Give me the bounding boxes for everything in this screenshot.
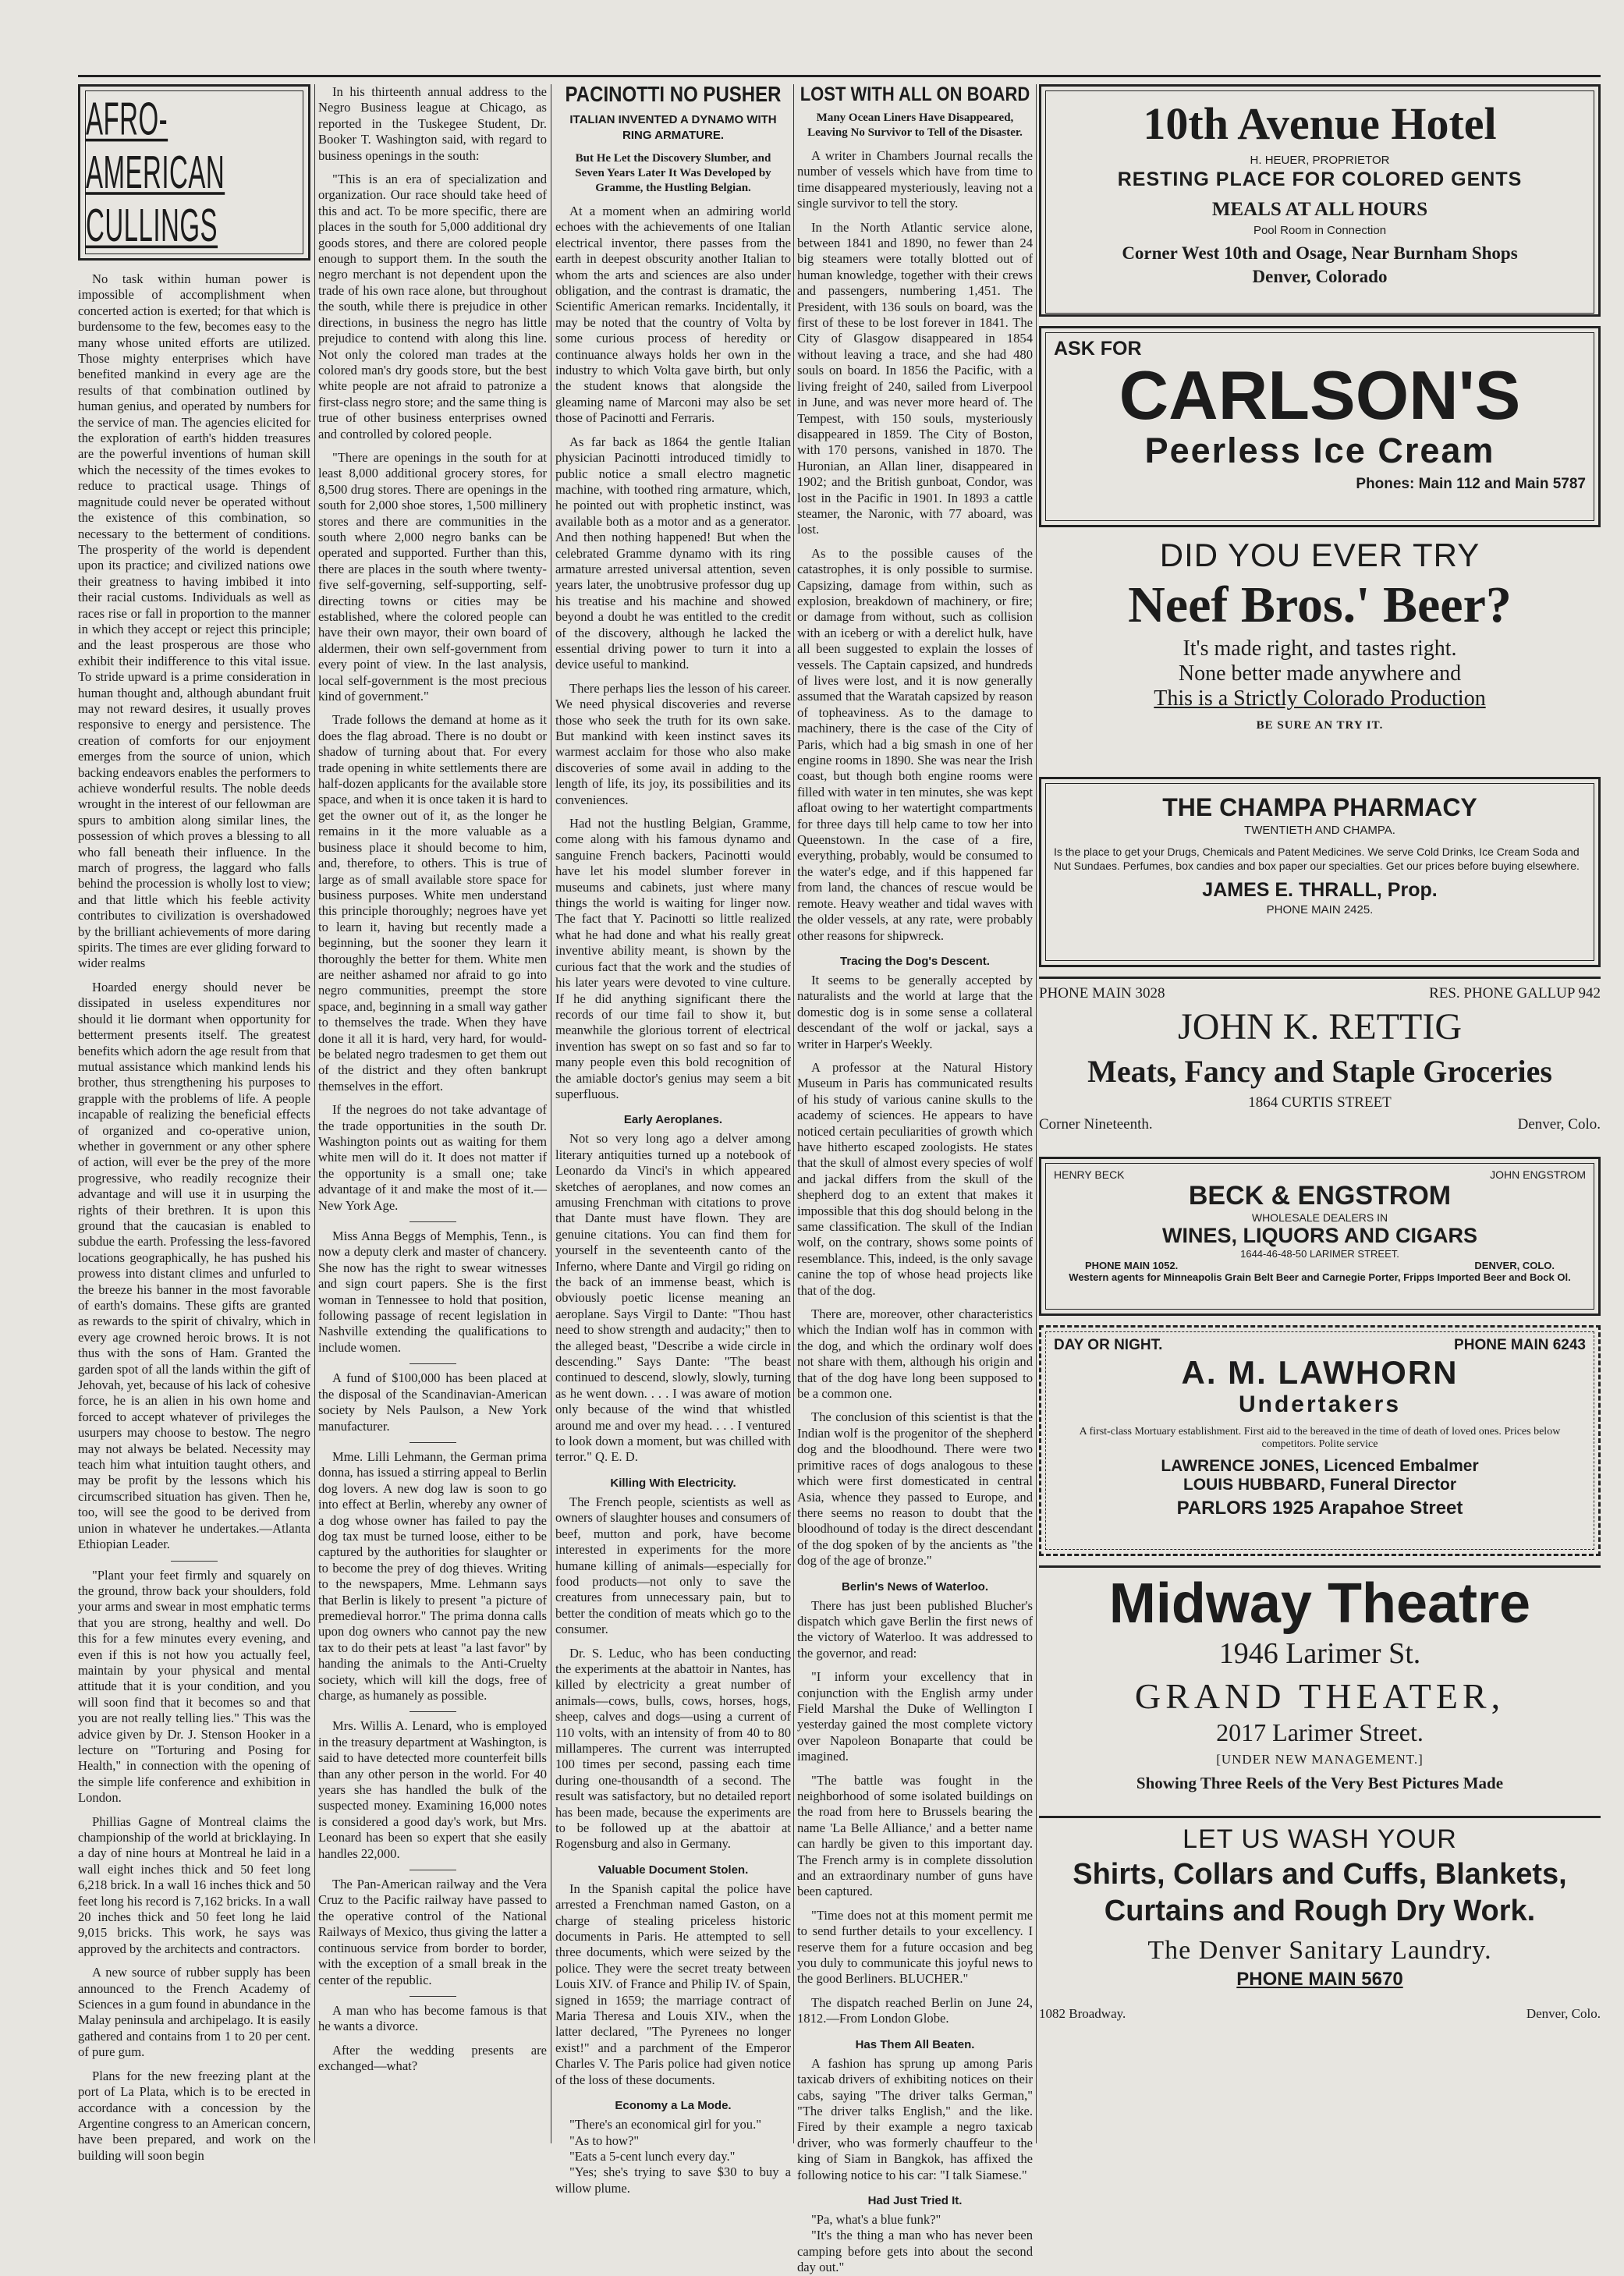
article-paragraph: As to the possible causes of the catastrophes, it is only possible to surmise. Capsizing, damage from within, such as explosion, breakdown of machinery, or fire; or damage from without, such as collision with an iceberg or with a derelict hulk, have all been suggested to explain the losses of vessels. The Captain capsized, and hundreds of lives were lost, and it is now generally assumed that the Waratah capsized by reason of topheaviness. As to the damage to machinery, there is the case of the City of Paris, which had a big smash in one of her engine rooms in 1890. She was near the Irish coast, but though both engine rooms were filled with water in ten minutes, she was kept afloat owing to her watertight compartments for three days till help came to tow her into Queenstown. In the case of a fire, everything, probably, would be consumed to the water's edge, and if this happened far from land, the chances of rescue would be remote. Heavy weather and tidal waves with the older vessels, at any rate, were probably other reasons for shipwreck. bbox=[797, 545, 1033, 943]
article-paragraph: There perhaps lies the lesson of his career. We need physical discoveries and reverse those who seek the truth for its own sake. But mankind with keen instinct saves its warmest acclaim for those who also make discoveries of some avail in adding to the length of life, its joy, its possibilities and its conveniences. bbox=[555, 680, 791, 807]
article-line: "Yes; she's trying to save $30 to buy a willow plume. bbox=[555, 2164, 791, 2196]
article-paragraph: "It's the thing a man who has never been camping before gets into about the second day out." bbox=[797, 2228, 1033, 2275]
laundry-line-2: Shirts, Collars and Cuffs, Blankets, bbox=[1073, 1858, 1567, 1891]
article-paragraph: There has just been published Blucher's dispatch which gave Berlin the first news of the victory of Waterloo. It was addressed to the governor, and read: bbox=[797, 1597, 1033, 1661]
carlson-product: Peerless Ice Cream bbox=[1144, 431, 1495, 470]
cullings-headline-box bbox=[78, 84, 310, 261]
article-line: "As to how?" bbox=[569, 2132, 640, 2148]
neef-question: DID YOU EVER TRY bbox=[1159, 537, 1480, 573]
beck-name: BECK & ENGSTROM bbox=[1188, 1181, 1452, 1211]
champa-owner: JAMES E. THRALL, Prop. bbox=[1202, 879, 1438, 901]
article-paragraph: "The battle was fought in the neighborhood of some isolated buildings on the road from here to Brussels bearing the name 'La Belle Alliance,' and a better name can hardly be given to this important day. The French army is in complete dissolution and an extraordinary number of guns have been captured. bbox=[797, 1772, 1033, 1899]
lawhorn-director: LOUIS HUBBARD, Funeral Director bbox=[1183, 1476, 1457, 1494]
midway-address: 1946 Larimer St. bbox=[1218, 1637, 1421, 1670]
section-title: Had Just Tried It. bbox=[867, 2193, 963, 2207]
rettig-ad bbox=[1039, 977, 1601, 1147]
rettig-corner: Corner Nineteenth. bbox=[1039, 1116, 1153, 1133]
lawhorn-embalmer: LAWRENCE JONES, Licenced Embalmer bbox=[1161, 1457, 1479, 1475]
article-line: "There's an economical girl for you." bbox=[569, 2117, 761, 2132]
lawhorn-name: A. M. LAWHORN bbox=[1181, 1354, 1459, 1391]
hotel-proprietor: H. HEUER, PROPRIETOR bbox=[1250, 154, 1390, 167]
beck-desc: WHOLESALE DEALERS IN bbox=[1251, 1211, 1388, 1224]
hotel-city: Denver, Colorado bbox=[1252, 267, 1388, 286]
beck-city: DENVER, COLO. bbox=[1474, 1260, 1555, 1271]
article-paragraph: A writer in Chambers Journal recalls the number of vessels which have from time to time disappeared mysteriously, leaving not a single survivor to tell the story. bbox=[797, 148, 1033, 211]
champa-ad bbox=[1039, 777, 1601, 967]
article-paragraph: As far back as 1864 the gentle Italian physician Pacinotti introduced timidly to public notice a small electro magnetic machine, with toothed ring armature, which, he pointed out with prophetic instinct, was available both as a motor and as a generator. And then nothing happened! But when the celebrated Gramme dynamo with its ring armature arrested universal attention, seven years later, the unobtrusive professor dug up his treatise and his machine and showed beyond a doubt he was entitled to the credit of the discovery, although he lacked the essential driving power to turn it into a device useful to mankind. bbox=[555, 434, 791, 672]
rettig-business: Meats, Fancy and Staple Groceries bbox=[1087, 1054, 1552, 1089]
rettig-phone-right: RES. PHONE GALLUP 942 bbox=[1429, 985, 1601, 1002]
neef-line-4: BE SURE AN TRY IT. bbox=[1256, 719, 1384, 732]
cullings-headline: AFRO-AMERICAN CULLINGS bbox=[86, 92, 225, 251]
article-paragraph: A professor at the Natural History Museum in Paris has communicated results of his study of various canine skulls to the academy of sciences. He appears to have noticed certain peculiarities of growth which have hitherto escaped zoologists. He states that the skull of almost every species of wolf and jackal differs from the skull of the shepherd dog to an extent that makes it impossible that this dog should belong in the same classification. The skull of the Indian wolf, on the contrary, shows some points of resemblance. This, indeed, is the only savage canine the top of whose head projects like that of the dog. bbox=[797, 1059, 1033, 1298]
article-paragraph: The Pan-American railway and the Vera Cruz to the Pacific railway have passed to the operative control of the National Railways of Mexico, thus giving the latter a continuous service from border to border, with the exception of a small break in the center of the republic. bbox=[318, 1877, 547, 1987]
lost-deck: Many Ocean Liners Have Disappeared, Leaving No Survivor to Tell of the Disaster. bbox=[807, 112, 1023, 139]
section-title: Early Aeroplanes. bbox=[623, 1113, 723, 1127]
beck-phone: PHONE MAIN 1052. bbox=[1085, 1260, 1179, 1271]
column-2 bbox=[318, 84, 547, 2143]
section-title: Economy a La Mode. bbox=[615, 2099, 732, 2113]
champa-description: Is the place to get your Drugs, Chemicals and Patent Medicines. We serve Cold Drinks, Ice Cream Soda and Nut Sundaes. Perfumes, box candies and box paper our specialties. Get our prices before buying elsewhere. bbox=[1054, 846, 1580, 872]
beck-right: JOHN ENGSTROM bbox=[1490, 1168, 1586, 1181]
hotel-name: 10th Avenue Hotel bbox=[1143, 98, 1497, 149]
lawhorn-desc: A first-class Mortuary establishment. First aid to the bereaved in the time of death of loved ones. Prices below competitors. Polite service bbox=[1079, 1426, 1561, 1450]
neef-line-1: It's made right, and tastes right. bbox=[1183, 636, 1457, 661]
carlson-phones: Phones: Main 112 and Main 5787 bbox=[1356, 476, 1586, 492]
beck-left: HENRY BECK bbox=[1054, 1168, 1125, 1181]
article-paragraph: Mrs. Willis A. Lenard, who is employed in the treasury department at Washington, is said to have detected more counterfeit bills than any other person in the world. For 40 years she has handled the bulk of the suspected money. Examining 16,000 notes is considered a good day's work, but Mrs. Leonard has been so expert that she easily handles 22,000. bbox=[318, 1718, 547, 1861]
ads-column bbox=[1039, 84, 1601, 2143]
column-1 bbox=[78, 84, 310, 2163]
article-paragraph: Miss Anna Beggs of Memphis, Tenn., is now a deputy clerk and master of chancery. She now has the right to swear witnesses and sign court papers. She is the first woman in Tennessee to hold that position, following passage of recent legislation in Nashville extending the qualifications to include women. bbox=[318, 1228, 547, 1355]
laundry-ad bbox=[1039, 1816, 1601, 2058]
champa-phone: PHONE MAIN 2425. bbox=[1266, 903, 1374, 916]
laundry-line-3: Curtains and Rough Dry Work. bbox=[1104, 1895, 1536, 1927]
champa-location: TWENTIETH AND CHAMPA. bbox=[1244, 824, 1395, 837]
article-paragraph: A new source of rubber supply has been announced to the French Academy of Sciences in a gum found in abundance in the Malay peninsula and archipelago. It is easily gathered and contains from 1 to 20 per cent. of pure gum. bbox=[78, 1965, 310, 2060]
article-paragraph: In the North Atlantic service alone, between 1841 and 1890, no fewer than 24 big steamers were totally blotted out of human knowledge, together with their crews and passengers, numbering 1,451. The President, with 136 souls on board, was the first of these to be lost forever in 1841. The City of Glasgow disappeared in 1854 without leaving a trace, and she had 480 souls on board. In 1856 the Pacific, with a living freight of 240, sailed from Liverpool in June, and was never more heard of. The Tempest, with 150 souls, mysteriously disappeared in 1859. The City of Boston, with 170 persons, vanished in 1870. The Huronian, an Allan liner, disappeared in 1902; and the British gunboat, Condor, was lost in the Pacific in 1901. In 1893 a cattle steamer, the Naronic, with 77 aboard, was lost. bbox=[797, 219, 1033, 537]
article-paragraph: "This is an era of specialization and organization. Our race should take heed of this and act. To be more specific, there are places in the south for 5,000 additional dry goods stores, and there are colored people enough to support them. In the south the negro merchant is not dependent upon the trade of his own race alone, but throughout the south, while there is prejudice in other directions, in business the negro has little prejudice to contend with along this line. Not only the colored man trades at the colored man's dry goods store, but the best white people are not afraid to patronize a first-class negro store; and the same thing is true of other business enterprises owned and controlled by colored people. bbox=[318, 172, 547, 441]
midway-ad bbox=[1039, 1565, 1601, 1806]
article-paragraph: Phillias Gagne of Montreal claims the championship of the world at bricklaying. In a day of nine hours at Montreal he laid in a wall eight inches thick and 50 feet long 6,218 brick. In a wall 16 inches thick and 50 feet long his record is 7,162 bricks. In a wall 20 inches thick and 50 feet long he laid 9,015 bricks. This work, he says was approved by the architects and contractors. bbox=[78, 1813, 310, 1956]
neef-line-3: This is a Strictly Colorado Production bbox=[1154, 686, 1486, 711]
hotel-meals: MEALS AT ALL HOURS bbox=[1211, 199, 1428, 220]
article-paragraph: A fund of $100,000 has been placed at the disposal of the Scandinavian-American society by Nels Paulson, a New York manufacturer. bbox=[318, 1370, 547, 1434]
page-top-rule bbox=[78, 75, 1601, 77]
hotel-address: Corner West 10th and Osage, Near Burnham Shops bbox=[1122, 243, 1518, 263]
grand-theater: GRAND THEATER, bbox=[1134, 1676, 1505, 1716]
carlson-name: CARLSON'S bbox=[1119, 356, 1521, 434]
article-paragraph: Mme. Lilli Lehmann, the German prima donna, has issued a stirring appeal to Berlin dog lovers. A new dog law is soon to go into effect at Berlin, whereby any owner of a dog whose owner has failed to pay the dog tax must be turned loose, either to be captured by the authorities for slaughter or to become the prey of dog thieves. Writing to the newspapers, Mme. Lehmann says that Berlin is likely to present "a picture of premedieval horror." The prima donna calls upon dog owners who cannot pay the new tax to do their pets at least "a last favor" by handing the animals to the Anti-Cruelty society, which will kill the dogs, free of charge, as humanely as possible. bbox=[318, 1448, 547, 1703]
article-paragraph: In the Spanish capital the police have arrested a Frenchman named Gaston, on a charge of stealing priceless historic documents in Paris. He attempted to sell three documents, which were seized by the police. They were the secret treaty between Louis XIV. of France and Philip IV. of Spain, signed in 1659; the marriage contract of Maria Theresa and Louis XIV., when the latter declared, "The Pyrenees no longer exist!" and a parchment of the Emperor Charles V. The Paris police had given notice of the loss of these documents. bbox=[555, 1881, 791, 2087]
article-paragraph: In his thirteenth annual address to the Negro Business league at Chicago, as reported in the Tuskegee Student, Dr. Booker T. Washington said, with regard to business openings in the south: bbox=[318, 84, 547, 163]
beck-ad bbox=[1039, 1157, 1601, 1316]
section-title: Berlin's News of Waterloo. bbox=[841, 1579, 989, 1594]
section-title: Valuable Document Stolen. bbox=[597, 1863, 749, 1877]
neef-name: Neef Bros.' Beer? bbox=[1128, 576, 1512, 633]
article-paragraph: "Time does not at this moment permit me to send further details to your excellency. I reserve them for a future occasion and beg you duly to communicate this joyful news to the good Berliners. BLUCHER." bbox=[797, 1907, 1033, 1987]
rettig-city: Denver, Colo. bbox=[1517, 1116, 1601, 1133]
article-paragraph: Not so very long ago a delver among literary antiquities turned up a notebook of Leonardo da Vinci's in which appeared sketches of aeroplanes, and now comes an amusing Frenchman with citations to prove that Dante must have flown. They are genuine citations. You can find them for yourself in the seventeenth canto of the Inferno, where Dante and Virgil go riding on the back of an immense beast, which is obviously poetic license meaning an aeroplane. Says Virgil to Dante: "Thou hast need to show strength and audacity;" then to the alleged beast, "Describe a wide circle in descending." Says Dante: "The beast continued to descend, slowly, slowly, turning as he went down. . . . I was aware of motion only because of the wind that whistled around me and over my head. . . . I ventured to look down a moment, but was chilled with terror." Q. E. D. bbox=[555, 1131, 791, 1465]
beck-agents: Western agents for Minneapolis Grain Belt Beer and Carnegie Porter, Fripps Imported Beer and Bock Ol. bbox=[1069, 1271, 1571, 1283]
neef-ad bbox=[1039, 537, 1601, 768]
laundry-address: 1082 Broadway. bbox=[1039, 2006, 1126, 2021]
midway-management: [UNDER NEW MANAGEMENT.] bbox=[1216, 1752, 1424, 1767]
column-4 bbox=[797, 83, 1033, 2275]
section-title: Has Them All Beaten. bbox=[855, 2037, 975, 2051]
article-paragraph: A man who has become famous is that he wants a divorce. bbox=[318, 2002, 547, 2034]
lawhorn-right: PHONE MAIN 6243 bbox=[1454, 1337, 1586, 1353]
rettig-name: JOHN K. RETTIG bbox=[1178, 1006, 1462, 1048]
article-line: "Eats a 5-cent lunch every day." bbox=[569, 2148, 736, 2164]
article-paragraph: At a moment when an admiring world echoes with the achievements of one Italian electrical inventor, there passes from the earth in deepest obscurity another Italian to whom the arts and sciences are also under obligation, and the contrast is dramatic, the Scientific American remarks. Incidentally, it may be noted that the country of Volta by some curious process of heredity or continuance always holds her own in the industry to which Volta gave birth, but only the student knows that alongside the gleaming name of Marconi may also be set those of Pacinotti and Ferraris. bbox=[555, 204, 791, 426]
laundry-phone: PHONE MAIN 5670 bbox=[1236, 1969, 1403, 1990]
article-paragraph: Trade follows the demand at home as it does the flag abroad. There is no doubt or shadow of turning about that. For every trade opening in white settlements there are half-dozen applicants for the available store space, and when it is once taken it is hard to get the owner out of it, as the longer he remains in it the more valuable as a business place it should become to him, and, therefore, to others. This is true of large as of small available store space for business purposes. White men understand this principle thoroughly; negroes have yet to learn it, having but recently made a beginning, but the sooner they learn it thoroughly the better for them. White men are neither ashamed nor afraid to go into negro communities, preempt the store space, and, beginning in a small way gather to themselves the trade. When they have done it all it is hard, very hard, for would-be belated negro tradesmen to get them out of the district and they often bankrupt themselves in the effort. bbox=[318, 712, 547, 1094]
article-paragraph: The dispatch reached Berlin on June 24, 1812.—From London Globe. bbox=[797, 1994, 1033, 2026]
midway-name: Midway Theatre bbox=[1108, 1572, 1531, 1635]
article-paragraph: "Plant your feet firmly and squarely on the ground, throw back your shoulders, fold your arms and swear in most emphatic terms that you are strong, healthy and well. Do this for a few minutes every evening, and even if this is not how you actually feel, maintain by your physical and mental attitude that it is your condition, and you will soon find that it becomes so and that you are not really telling lies." This was the advice given by Dr. J. Stenson Hooker in a lecture on "Torturing and Posing for Health," in connection with the opening of the simple life conference and exhibition in London. bbox=[78, 1567, 310, 1806]
hotel-pool: Pool Room in Connection bbox=[1253, 224, 1387, 237]
lawhorn-parlors: PARLORS 1925 Arapahoe Street bbox=[1176, 1498, 1463, 1519]
pacinotti-deck: But He Let the Discovery Slumber, and Seven Years Later It Was Developed by Gramme, the Hustling Belgian. bbox=[575, 152, 771, 194]
rettig-phone-left: PHONE MAIN 3028 bbox=[1039, 985, 1165, 1002]
beck-address: 1644-46-48-50 LARIMER STREET. bbox=[1240, 1248, 1399, 1260]
article-paragraph: Hoarded energy should never be dissipated in useless expenditures nor should it lie dormant when opportunity for betterment presents itself. The greatest benefits which adorn the age result from that mutual assistance which mankind lends his brother, thus strengthening his purposes to grapple with the problems of life. A people incapable of realizing the beneficial effects of organized and co-operative union, whether in government or any other sphere of action, will ever be the prey of the more progressive, who readily recognize their advantage and will use it in usurping the rights of their brethren. It is upon this ground that the caucasian is enabled to subdue the earth. Professing the less-favored locations geographically, he has pushed his prowess into distant climes and unfurled to the breeze his banner in the most favorable of earth's domains. These gifts are granted as rewards to the spirit of chivalry, which in every age crowned heroic brows. It is not thus with the sons of Ham. Granted the garden spot of all the lands within the gift of Jehovah, yet, because of his lack of cohesive force, he is an alien in his own home and forced to accept whatever of privileges the usurpers may choose to bestow. The negro may not always be belated. Necessity may teach him what intuition taught others, and may be profit by the lessons which his circumscribed situation has given. Then he, too, will see the good to be derived from union in whatever he undertakes.—Atlanta Ethiopian Leader. bbox=[78, 979, 310, 1552]
lawhorn-left: DAY OR NIGHT. bbox=[1054, 1337, 1163, 1353]
article-paragraph: It seems to be generally accepted by naturalists and the world at large that the domestic dog is in some sense a collateral descendant of the wolf or jackal, says a writer in Harper's Weekly. bbox=[797, 972, 1033, 1051]
article-paragraph: "I inform your excellency that in conjunction with the English army under Field Marshal the Duke of Wellington I yesterday gained the most complete victory over Napoleon Bonaparte that could be imagined. bbox=[797, 1669, 1033, 1764]
midway-showing: Showing Three Reels of the Very Best Pictures Made bbox=[1136, 1774, 1504, 1792]
section-title: Tracing the Dog's Descent. bbox=[840, 954, 990, 968]
hotel-ad bbox=[1039, 84, 1601, 317]
column-3 bbox=[555, 82, 791, 2196]
article-paragraph: The French people, scientists as well as owners of slaughter houses and consumers of beef, mutton and pork, have become interested in experiments for the more humane killing of animals—especially for food products—not only to save the creatures from unnecessary pain, but to better the condition of meats which go to the consumer. bbox=[555, 1494, 791, 1637]
article-paragraph: There are, moreover, other characteristics which the Indian wolf has in common with the dog, and which the ordinary wolf does not share with them, although his origin and that of the dog have long been supposed to be a common one. bbox=[797, 1306, 1033, 1402]
pacinotti-headline: PACINOTTI NO PUSHER bbox=[565, 82, 782, 107]
article-paragraph: No task within human power is impossible of accomplishment when concerted action is exerted; for that which is burdensome to the few, becomes easy to the many whose united efforts are utilized. Those mighty enterprises which have benefited mankind in every age are the results of that combination outlined by human genius, and operated by numbers for the service of man. The agencies elicited for the exploration of earth's hidden treasures are the powerful inventions of human skill which the necessity of the times evokes to reduce to practical usage. Things of magnitude could never be operated without the existence of this combination, so necessary to the betterment of conditions. The prosperity of the world is dependent upon its practice; and civilized nations owe their greatness to having imbibed it into their racial customs. Individuals as well as races rise or fall in proportion to the manner in which they accept or reject this principle; and the least prosperous are those who exhibit their indifference to this vital issue. To stride upward is a prime consideration in human thought and, although abundant fruit may not reward desires, it usually proves responsive to energy and persistence. The creation of comforts for our enjoyment emerges from the source of union, which backing endeavors enables the performers to achieve wonderful results. The noble deeds wrought in the interest of our fellowman are spurs to ambition along similar lines, the possession of which proves a blessing to all who fall beneath their influence. In the march of progress, the laggard who falls behind the procession is wholly lost to view; and that little which his feeble activity contributes to civilization is overshadowed by the brilliant achievements of more daring spirits. The times are ever gliding forward to wider realms bbox=[78, 271, 310, 971]
lost-headline: LOST WITH ALL ON BOARD bbox=[800, 83, 1030, 105]
rettig-street: 1864 CURTIS STREET bbox=[1248, 1094, 1392, 1111]
lawhorn-trade: Undertakers bbox=[1238, 1391, 1402, 1417]
article-paragraph: Plans for the new freezing plant at the port of La Plata, which is to be erected in accordance with a concession by the Argentine congress to an American concern, have been prepared, and work on the building will soon begin bbox=[78, 2068, 310, 2163]
section-title: Killing With Electricity. bbox=[610, 1476, 736, 1490]
carlson-ad bbox=[1039, 326, 1601, 527]
article-paragraph: The conclusion of this scientist is that the Indian wolf is the progenitor of the shepherd dog and the bloodhound. There were two primitive races of dogs analogous to these which were first domesticated in central Asia, whence they passed to Europe, and there seems no reason to doubt that the bloodhound of today is the direct descendant of the dog spoken of by the ancients as "the dog of the age of bronze." bbox=[797, 1409, 1033, 1569]
article-paragraph: Dr. S. Leduc, who has been conducting the experiments at the abattoir in Nantes, has killed by electricity a great number of animals—cows, bulls, cows, horses, hogs, sheep, calves and dogs—using a current of 110 volts, with an intensity of from 40 to 80 millamperes. The current was interrupted 100 times per second, passing each time during one-thousandth of a second. The result was satisfactory, but no detailed report has been made, because the experiments are to be followed up at the abattoir at Rogensburg and also in Germany. bbox=[555, 1645, 791, 1852]
article-paragraph: If the negroes do not take advantage of the trade opportunities in the south Dr. Washington points out as waiting for them white men will do it. It does not matter if the opportunity is a small one; take advantage of it and make the most of it.—New York Age. bbox=[318, 1102, 547, 1213]
grand-address: 2017 Larimer Street. bbox=[1216, 1718, 1424, 1746]
carlson-ask: ASK FOR bbox=[1054, 338, 1142, 360]
pacinotti-subhead: ITALIAN INVENTED A DYNAMO WITH RING ARMATURE. bbox=[569, 113, 777, 142]
article-paragraph: After the wedding presents are exchanged—what? bbox=[318, 2042, 547, 2074]
laundry-name: The Denver Sanitary Laundry. bbox=[1147, 1936, 1492, 1965]
champa-name: THE CHAMPA PHARMACY bbox=[1162, 793, 1477, 821]
article-paragraph: A fashion has sprung up among Paris taxicab drivers of exhibiting notices on their cabs, saying "The driver talks German," "The driver talks English," and the like. Fired by their example a negro taxicab driver, who was formerly chauffeur to the king of Siam in Bangkok, has affixed the following notice to his car: "I talk Siamese." bbox=[797, 2055, 1033, 2182]
article-paragraph: "Pa, what's a blue funk?" bbox=[811, 2211, 941, 2227]
article-paragraph: Had not the hustling Belgian, Gramme, come along with his famous dynamo and sanguine French backers, Pacinotti would have let his model slumber forever in museums and cabinets, just where many things the world is waiting for linger now. The fact that Y. Pacinotti so little realized what he had done and what his really great inventive ability meant, is shown by the curious fact that the work and the studies of his later years were devoted to vine culture. If he did anything significant there the records of our time fail to show it, but meanwhile the glorious torrent of electrical invention has swept on so fast and so far to many people even this bold recognition of the amiable doctor's genius may seem a bit superfluous. bbox=[555, 816, 791, 1101]
lawhorn-ad bbox=[1039, 1325, 1601, 1556]
laundry-city: Denver, Colo. bbox=[1526, 2006, 1601, 2021]
hotel-tagline: RESTING PLACE FOR COLORED GENTS bbox=[1117, 168, 1523, 190]
article-paragraph: "There are openings in the south for at least 8,000 additional grocery stores, for 8,500 drug stores. There are openings in the south for 2,000 shoe stores, 1,500 millinery stores and there are communities in the south where 2,000 negro banks can be operated and supported. Further than this, there are places in the south where twenty-five self-governing, self-supporting, self-directing towns or cities may be established, where the colored people can have their own mayor, their own board of aldermen, their own self-government from every point of view. In the last analysis, local self-government is the most precious kind of government." bbox=[318, 449, 547, 704]
beck-goods: WINES, LIQUORS AND CIGARS bbox=[1161, 1224, 1477, 1247]
neef-line-2: None better made anywhere and bbox=[1178, 661, 1462, 686]
laundry-line-1: LET US WASH YOUR bbox=[1183, 1824, 1457, 1854]
